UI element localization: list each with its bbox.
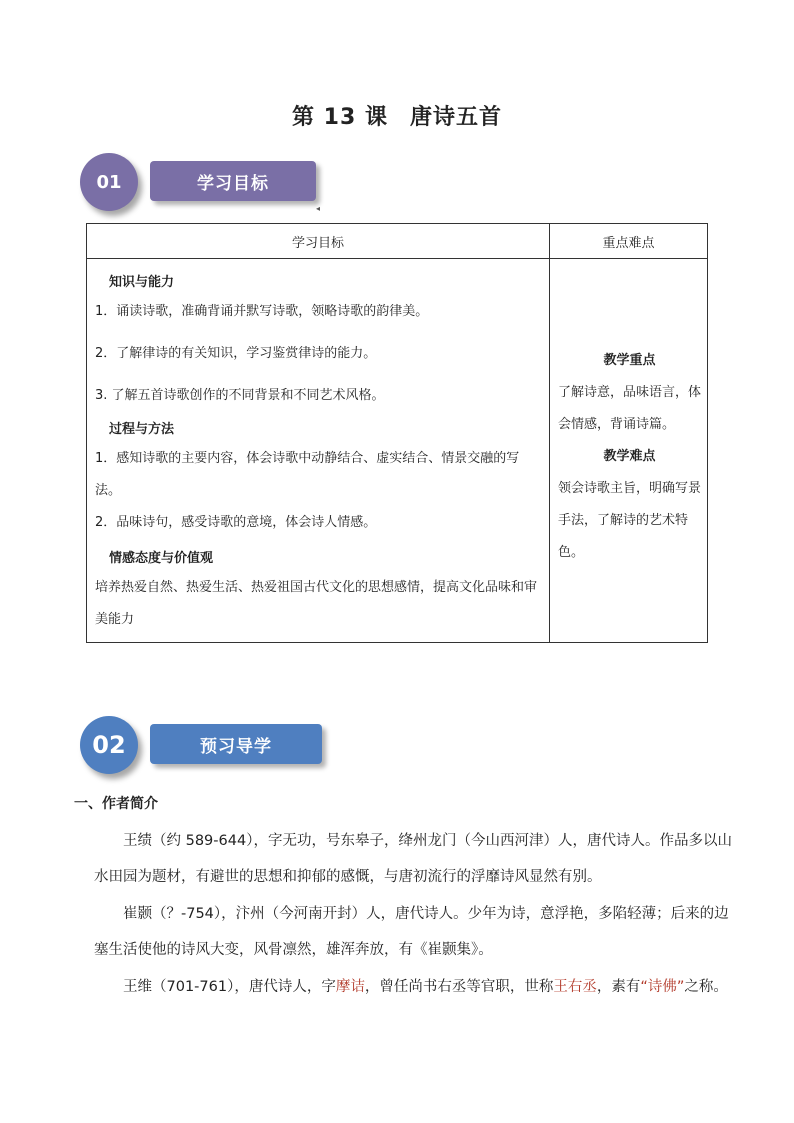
small-marker: ◂ [316, 204, 321, 213]
learning-goals-table [86, 223, 708, 643]
focus-heading: 教学重点 [603, 353, 656, 368]
nickname: “诗佛” [640, 979, 685, 995]
section-title-bar: 预习导学 [150, 724, 322, 764]
knowledge-item: 3. 了解五首诗歌创作的不同背景和不同艺术风格。 [95, 388, 385, 403]
page-title [0, 100, 794, 131]
courtesy-name: 摩诘 [335, 979, 365, 995]
focus-text: 了解诗意，品味语言，体会情感，背诵诗篇。 [558, 385, 702, 432]
section-title-bar: 学习目标 [150, 161, 316, 201]
knowledge-item: 2．了解律诗的有关知识，学习鉴赏律诗的能力。 [95, 346, 377, 361]
process-item: 2．品味诗句，感受诗歌的意境，体会诗人情感。 [95, 515, 377, 530]
table-header-keypoints: 重点难点 [550, 224, 708, 259]
section-header-preview [80, 716, 330, 786]
table-header-goals: 学习目标 [87, 224, 550, 259]
section-header-goals [80, 153, 320, 223]
difficulty-heading: 教学难点 [603, 449, 656, 464]
keypoints-cell [550, 259, 708, 643]
emotion-heading: 情感态度与价值观 [109, 551, 214, 566]
author-wangwei-paragraph: 王维（701-761），唐代诗人，字摩诘，曾任尚书右丞等官职，世称王右丞，素有“诗佛”之称。 [123, 979, 728, 995]
knowledge-heading: 知识与能力 [109, 275, 175, 290]
lesson-topic: 唐诗五首 [409, 105, 502, 130]
section-number-badge: 02 [80, 716, 138, 774]
process-heading: 过程与方法 [109, 422, 175, 437]
lesson-number: 第 13 课 [292, 105, 388, 130]
author-wangji-paragraph: 王绩（约 589-644），字无功，号东皋子，绛州龙门（今山西河津）人，唐代诗人。作品多以山水田园为题材，有避世的思想和抑郁的感慨，与唐初流行的浮靡诗风显然有别。 [94, 833, 732, 885]
author-cuihao-paragraph: 崔颢（？-754），汴州（今河南开封）人，唐代诗人。少年为诗，意浮艳，多陷轻薄；后来的边塞生活使他的诗风大变，风骨凛然，雄浑奔放，有《崔颢集》。 [94, 906, 729, 958]
section-number-badge: 01 [80, 153, 138, 211]
emotion-text: 培养热爱自然、热爱生活、热爱祖国古代文化的思想感情，提高文化品味和审美能力 [95, 580, 538, 627]
difficulty-text: 领会诗歌主旨，明确写景手法，了解诗的艺术特色。 [558, 481, 702, 560]
title-name: 王右丞 [553, 979, 597, 995]
author-intro-heading: 一、作者简介 [74, 796, 158, 812]
process-item: 1．感知诗歌的主要内容，体会诗歌中动静结合、虚实结合、情景交融的写法。 [95, 451, 520, 498]
goals-cell [87, 259, 550, 643]
knowledge-item: 1．诵读诗歌，准确背诵并默写诗歌，领略诗歌的韵律美。 [95, 304, 429, 319]
